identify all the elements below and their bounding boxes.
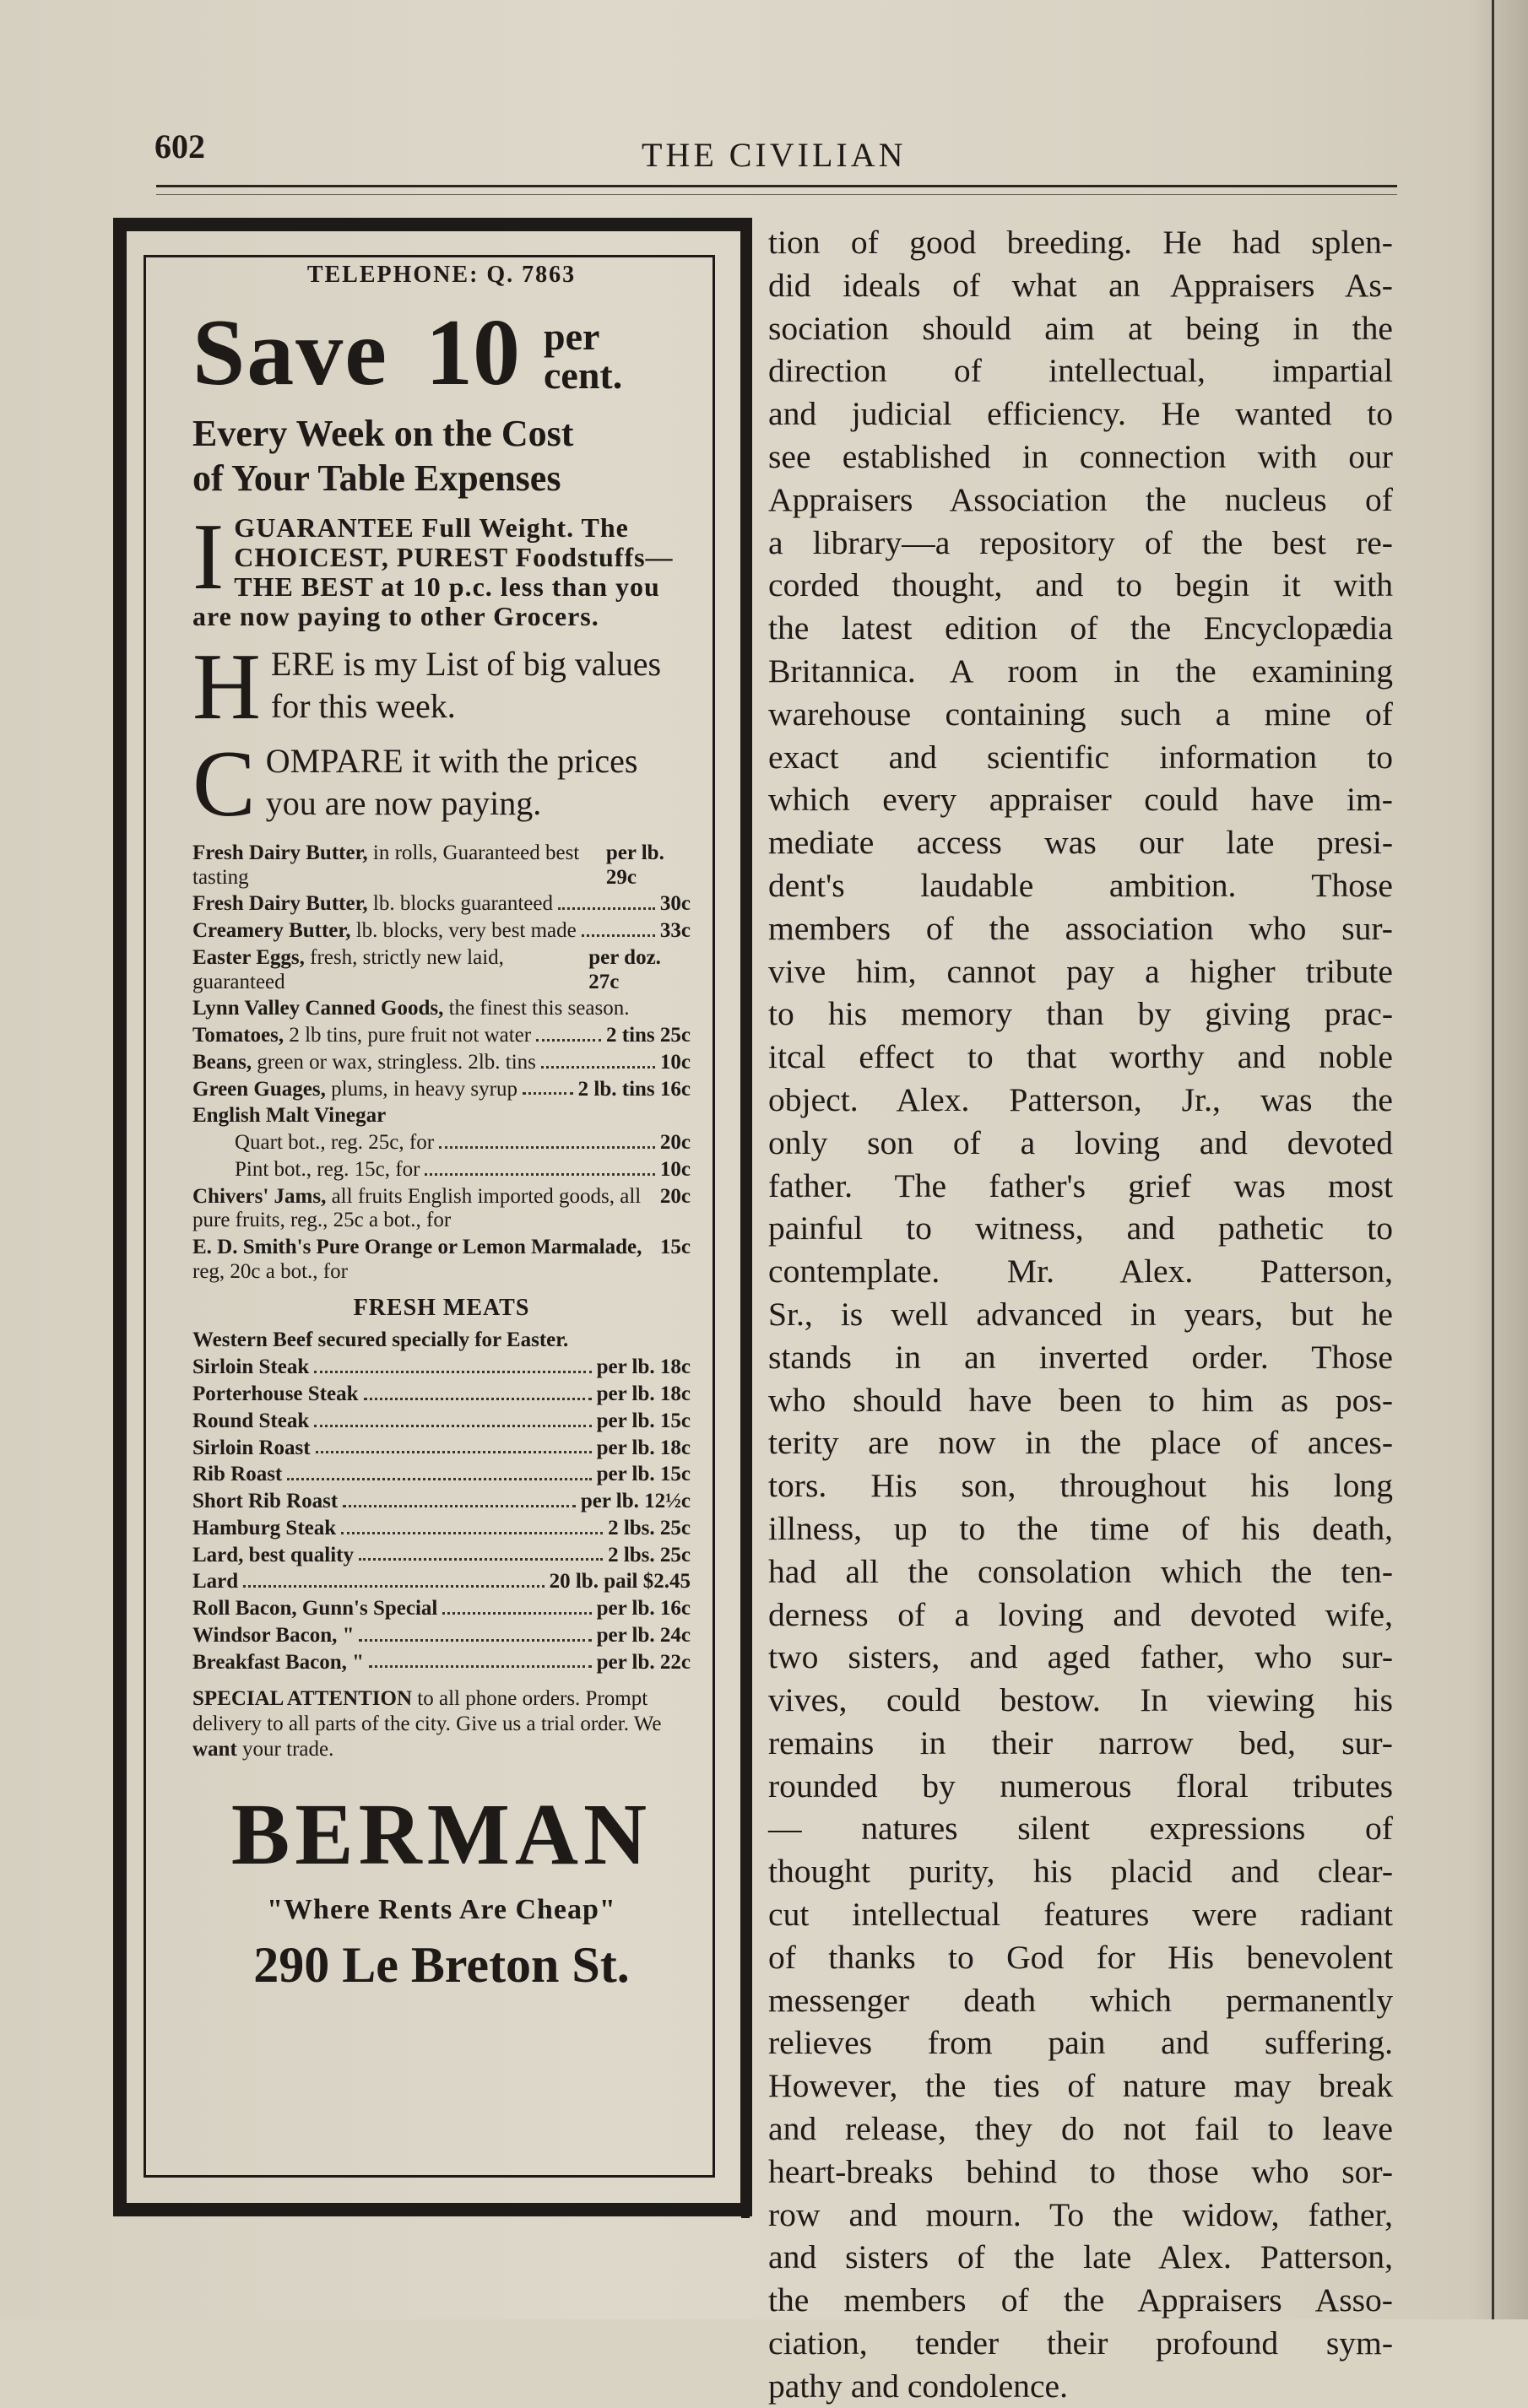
- article-line: which every appraiser could have im-: [768, 781, 1393, 819]
- meat-item: [192, 1490, 691, 1514]
- grocery-item-price: 10c: [659, 1157, 691, 1181]
- meat-item: [192, 1517, 691, 1541]
- grocery-item-text: [192, 841, 596, 890]
- meat-item-name: Windsor Bacon, ": [192, 1623, 355, 1647]
- article-line: see established in connection with our: [768, 437, 1393, 475]
- meat-item: [192, 1570, 691, 1594]
- article-line: derness of a loving and devoted wife,: [768, 1595, 1393, 1633]
- meat-item-price: per lb. 15c: [596, 1409, 691, 1432]
- grocery-item-name: Lynn Valley Canned Goods,: [192, 997, 444, 1020]
- leader-dots: [316, 1437, 592, 1454]
- page-number: 602: [154, 127, 205, 165]
- grocery-item-text: [235, 1131, 434, 1155]
- article-line: direction of intellectual, impartial: [768, 352, 1393, 390]
- grocery-item: [192, 1104, 691, 1128]
- leader-dots: [287, 1463, 591, 1480]
- article-line: of thanks to God for His benevolent: [768, 1938, 1393, 1976]
- compare-text: OMPARE it with the prices you are now paying.: [265, 741, 638, 822]
- gutter-shadow: [1469, 0, 1528, 2319]
- article-line: pathy and condolence.: [768, 2367, 1068, 2405]
- list-paragraph: [192, 635, 691, 740]
- grocery-item-desc: lb. blocks, very best made: [355, 919, 577, 943]
- leader-dots: [536, 1024, 601, 1042]
- grocery-item-desc: in rolls, Guaranteed best tasting: [192, 841, 580, 889]
- article-line: However, the ties of nature may break: [768, 2067, 1393, 2105]
- grocery-item-text: [192, 997, 629, 1021]
- leader-dots: [425, 1158, 654, 1176]
- grocery-item: [192, 841, 691, 890]
- meat-item-name: Breakfast Bacon, ": [192, 1650, 365, 1674]
- meat-item-price: per lb. 16c: [596, 1597, 691, 1621]
- grocery-item-desc: green or wax, stringless. 2lb. tins: [257, 1050, 536, 1074]
- meat-item: [192, 1356, 691, 1380]
- leader-dots: [243, 1570, 544, 1588]
- save-word: Save: [192, 300, 388, 405]
- meat-item-name: Short Rib Roast: [192, 1490, 339, 1513]
- grocery-item-text: [192, 1236, 650, 1285]
- grocery-item-price: 20c: [659, 1184, 691, 1208]
- advertisement: [192, 262, 691, 1994]
- meat-item: [192, 1437, 691, 1461]
- grocery-item-name: Beans,: [192, 1050, 252, 1074]
- meat-item-name: Sirloin Steak: [192, 1356, 310, 1379]
- grocery-item-text: [192, 1185, 650, 1234]
- grocery-item: [192, 1158, 691, 1182]
- grocery-item-price: 2 tins 25c: [606, 1024, 691, 1047]
- article-line: remains in their narrow bed, sur-: [768, 1723, 1393, 1761]
- article-line: the members of the Appraisers Asso-: [768, 2281, 1393, 2319]
- article-line: dent's laudable ambition. Those: [768, 866, 1393, 904]
- article-line: Britannica. A room in the examining: [768, 652, 1393, 690]
- meat-item-name: Sirloin Roast: [192, 1436, 311, 1459]
- meat-item-price: per lb. 18c: [596, 1436, 691, 1459]
- meat-item: [192, 1651, 691, 1675]
- grocery-item: [192, 1131, 691, 1155]
- article-line: vive him, cannot pay a higher tribute: [768, 952, 1393, 990]
- dropcap-i: I: [192, 504, 225, 609]
- article-line: ciation, tender their profound sym-: [768, 2324, 1393, 2362]
- grocery-item-desc: Quart bot., reg. 25c, for: [235, 1131, 435, 1155]
- article-line: — natures silent expressions of: [768, 1810, 1393, 1848]
- tagline: "Where Rents Are Cheap": [267, 1894, 616, 1926]
- header-rule-thin: [156, 194, 1397, 195]
- grocery-item-name: Fresh Dairy Butter,: [192, 892, 368, 916]
- leader-dots: [359, 1624, 591, 1642]
- meat-item: [192, 1463, 691, 1487]
- article-line: a library—a repository of the best re-: [768, 523, 1393, 561]
- meat-item-name: Rib Roast: [192, 1463, 283, 1486]
- article-line: and judicial efficiency. He wanted to: [768, 395, 1393, 433]
- leader-dots: [541, 1051, 655, 1069]
- article-line: warehouse containing such a mine of: [768, 695, 1393, 733]
- compare-paragraph: [192, 731, 691, 836]
- dropcap-c: C: [192, 731, 256, 836]
- grocery-item-text: [192, 1051, 536, 1075]
- leader-dots: [364, 1383, 592, 1400]
- grocery-item-price: 2 lb. tins 16c: [577, 1077, 691, 1101]
- grocery-item-desc: all fruits English imported goods, all pure fruits, reg., 25c a bot., for: [192, 1184, 642, 1232]
- grocery-item-price: per lb. 29c: [605, 841, 664, 889]
- article-line: tors. His son, throughout his long: [768, 1467, 1393, 1505]
- grocery-item: [192, 919, 691, 944]
- per-cent: [544, 317, 622, 400]
- grocery-item-desc: the finest this season.: [448, 997, 630, 1020]
- meat-item-price: per lb. 15c: [596, 1463, 691, 1486]
- grocery-item-desc: 2 lb tins, pure fruit not water: [289, 1024, 532, 1047]
- special-text: to all phone orders. Prompt delivery to all parts of the city. Give us a trial order. We: [192, 1687, 662, 1736]
- grocery-item-text: [192, 919, 577, 944]
- leader-dots: [359, 1544, 603, 1561]
- grocery-item: [192, 1236, 691, 1285]
- meat-item-price: per lb. 18c: [596, 1383, 691, 1406]
- article-line: who should have been to him as pos-: [768, 1381, 1393, 1419]
- article-line: thought purity, his placid and clear-: [768, 1853, 1393, 1891]
- meat-item-price: per lb. 24c: [596, 1623, 691, 1647]
- article-line: painful to witness, and pathetic to: [768, 1209, 1393, 1247]
- grocery-item-name: E. D. Smith's Pure Orange or Lemon Marmalade,: [192, 1236, 642, 1259]
- meat-item-price: 2 lbs. 25c: [608, 1516, 691, 1539]
- brand-name: BERMAN: [230, 1786, 653, 1884]
- grocery-item-text: [192, 946, 578, 995]
- running-head: THE CIVILIAN: [642, 136, 907, 174]
- article-line: object. Alex. Patterson, Jr., was the: [768, 1080, 1393, 1118]
- subhead-line-1: Every Week on the Cost: [192, 413, 574, 454]
- leader-dots: [314, 1410, 591, 1427]
- grocery-item-name: Fresh Dairy Butter,: [192, 841, 368, 864]
- meat-item-name: Round Steak: [192, 1409, 310, 1432]
- article-line: and sisters of the late Alex. Patterson,: [768, 2238, 1393, 2276]
- grocery-item-desc: Pint bot., reg. 15c, for: [235, 1157, 420, 1181]
- article-line: had all the consolation which the ten-: [768, 1552, 1393, 1590]
- cent-text: cent.: [544, 354, 623, 397]
- article-line: contemplate. Mr. Alex. Patterson,: [768, 1253, 1393, 1291]
- grocery-item-name: English Malt Vinegar: [192, 1104, 387, 1128]
- grocery-item: [192, 1051, 691, 1075]
- grocery-item-text: [192, 1104, 386, 1128]
- grocery-item: [192, 892, 691, 917]
- grocery-item: [192, 1078, 691, 1102]
- grocery-item: [192, 1024, 691, 1048]
- leader-dots: [582, 919, 655, 937]
- meat-item-name: Lard: [192, 1570, 239, 1594]
- article-line: cut intellectual features were radiant: [768, 1896, 1393, 1934]
- article-line: mediate access was our late presi-: [768, 824, 1393, 862]
- article-line: vives, could bestow. In viewing his: [768, 1681, 1393, 1719]
- grocery-item-price: 15c: [659, 1236, 691, 1259]
- article-line: to his memory than by giving prac-: [768, 995, 1393, 1033]
- article-line: stands in an inverted order. Those: [768, 1338, 1393, 1376]
- article-line: relieves from pain and suffering.: [768, 2024, 1393, 2062]
- article-line: father. The father's grief was most: [768, 1166, 1393, 1204]
- article-line: exact and scientific information to: [768, 738, 1393, 776]
- leader-dots: [314, 1356, 591, 1373]
- leader-dots: [442, 1597, 591, 1615]
- grocery-item-text: [192, 1024, 531, 1048]
- subhead: [192, 412, 691, 501]
- article-line: corded thought, and to begin it with: [768, 566, 1393, 604]
- article-line: Appraisers Association the nucleus of: [768, 480, 1393, 518]
- telephone: TELEPHONE: Q. 7863: [306, 262, 577, 288]
- article-line: did ideals of what an Appraisers As-: [768, 266, 1393, 304]
- meat-item: [192, 1597, 691, 1621]
- leader-dots: [369, 1651, 592, 1669]
- article-line: rounded by numerous floral tributes: [768, 1767, 1393, 1805]
- grocery-item: [192, 997, 691, 1021]
- subhead-line-2: of Your Table Expenses: [192, 457, 561, 499]
- article-line: sociation should aim at being in the: [768, 309, 1393, 347]
- meat-item-name: Porterhouse Steak: [192, 1383, 359, 1406]
- meat-item: [192, 1544, 691, 1568]
- meat-item-price: per lb. 18c: [596, 1356, 691, 1379]
- grocery-item: [192, 1185, 691, 1234]
- leader-dots: [558, 892, 655, 910]
- grocery-item: [192, 946, 691, 995]
- meat-item-price: 2 lbs. 25c: [608, 1543, 691, 1567]
- dropcap-h: H: [192, 635, 261, 740]
- meat-item: [192, 1410, 691, 1434]
- leader-dots: [341, 1517, 603, 1534]
- grocery-item-desc: reg, 20c a bot., for: [192, 1259, 348, 1283]
- grocery-item-price: 33c: [659, 919, 691, 943]
- special-bold: SPECIAL ATTENTION: [192, 1687, 413, 1711]
- per-text: per: [544, 315, 600, 358]
- leader-dots: [439, 1131, 655, 1149]
- article-line: tion of good breeding. He had splen-: [768, 224, 1393, 261]
- leader-dots: [523, 1078, 573, 1096]
- grocery-item-text: [192, 892, 553, 917]
- meat-item-price: per lb. 12½c: [580, 1490, 691, 1513]
- article-line: and release, they do not fail to leave: [768, 2110, 1393, 2148]
- meats-intro: Western Beef secured specially for Easter.: [192, 1328, 569, 1351]
- meat-item-name: Lard, best quality: [192, 1543, 355, 1567]
- meat-item-name: Hamburg Steak: [192, 1516, 337, 1539]
- grocery-item-name: Chivers' Jams,: [192, 1184, 327, 1208]
- article-line: only son of a loving and devoted: [768, 1123, 1393, 1161]
- grocery-item-name: Creamery Butter,: [192, 919, 351, 943]
- grocery-item-name: Easter Eggs,: [192, 945, 305, 969]
- article-line: row and mourn. To the widow, father,: [768, 2195, 1393, 2233]
- meats-title: FRESH MEATS: [353, 1294, 530, 1321]
- grocery-item-price: 30c: [659, 892, 691, 916]
- save-number: 10: [425, 300, 520, 405]
- grocery-item-text: [192, 1078, 517, 1102]
- grocery-item-desc: lb. blocks guaranteed: [372, 892, 553, 916]
- meat-item-price: 20 lb. pail $2.45: [549, 1570, 691, 1594]
- article-line: the latest edition of the Encyclopædia: [768, 609, 1393, 647]
- grocery-item-price: 20c: [659, 1131, 691, 1155]
- meats-list: [192, 1356, 691, 1675]
- grocery-item-price: 10c: [659, 1050, 691, 1074]
- meats-intro-wrap: [192, 1328, 691, 1353]
- meat-item-price: per lb. 22c: [596, 1650, 691, 1674]
- article-line: messenger death which permanently: [768, 1981, 1393, 2019]
- header-rule: [156, 185, 1397, 187]
- grocery-item-desc: plums, in heavy syrup: [331, 1077, 517, 1101]
- article-line: terity are now in the place of ances-: [768, 1424, 1393, 1462]
- special-end: your trade.: [242, 1738, 334, 1761]
- meat-item-name: Roll Bacon, Gunn's Special: [192, 1597, 438, 1621]
- list-text: ERE is my List of big values for this week.: [270, 645, 662, 726]
- guarantee-paragraph: [192, 504, 691, 632]
- save-headline: [192, 299, 691, 405]
- grocery-item-name: Tomatoes,: [192, 1024, 284, 1047]
- article-line: illness, up to the time of his death,: [768, 1509, 1393, 1547]
- article-line: two sisters, and aged father, who sur-: [768, 1638, 1393, 1676]
- guarantee-text: GUARANTEE Full Weight. The CHOICEST, PUREST Foodstuffs—THE BEST at 10 p.c. less than you are now paying to other Grocers.: [192, 511, 674, 632]
- article-line: members of the association who sur-: [768, 909, 1393, 947]
- grocery-list: [192, 841, 691, 1285]
- leader-dots: [343, 1490, 576, 1507]
- binding-line: [1492, 0, 1494, 2319]
- grocery-item-desc: fresh, strictly new laid, guaranteed: [192, 945, 504, 993]
- article-line: heart-breaks behind to those who sor-: [768, 2152, 1393, 2190]
- meat-item: [192, 1383, 691, 1407]
- grocery-item-price: per doz. 27c: [588, 945, 661, 993]
- article-column: [768, 221, 1393, 2408]
- column-rule: [741, 218, 750, 2218]
- special-attention: [192, 1686, 691, 1762]
- article-line: Sr., is well advanced in years, but he: [768, 1295, 1393, 1333]
- meat-item: [192, 1624, 691, 1648]
- address: 290 Le Breton St.: [253, 1937, 630, 1994]
- special-want: want: [192, 1738, 237, 1761]
- article-line: itcal effect to that worthy and noble: [768, 1038, 1393, 1076]
- grocery-item-text: [235, 1158, 420, 1182]
- grocery-item-name: Green Guages,: [192, 1077, 326, 1101]
